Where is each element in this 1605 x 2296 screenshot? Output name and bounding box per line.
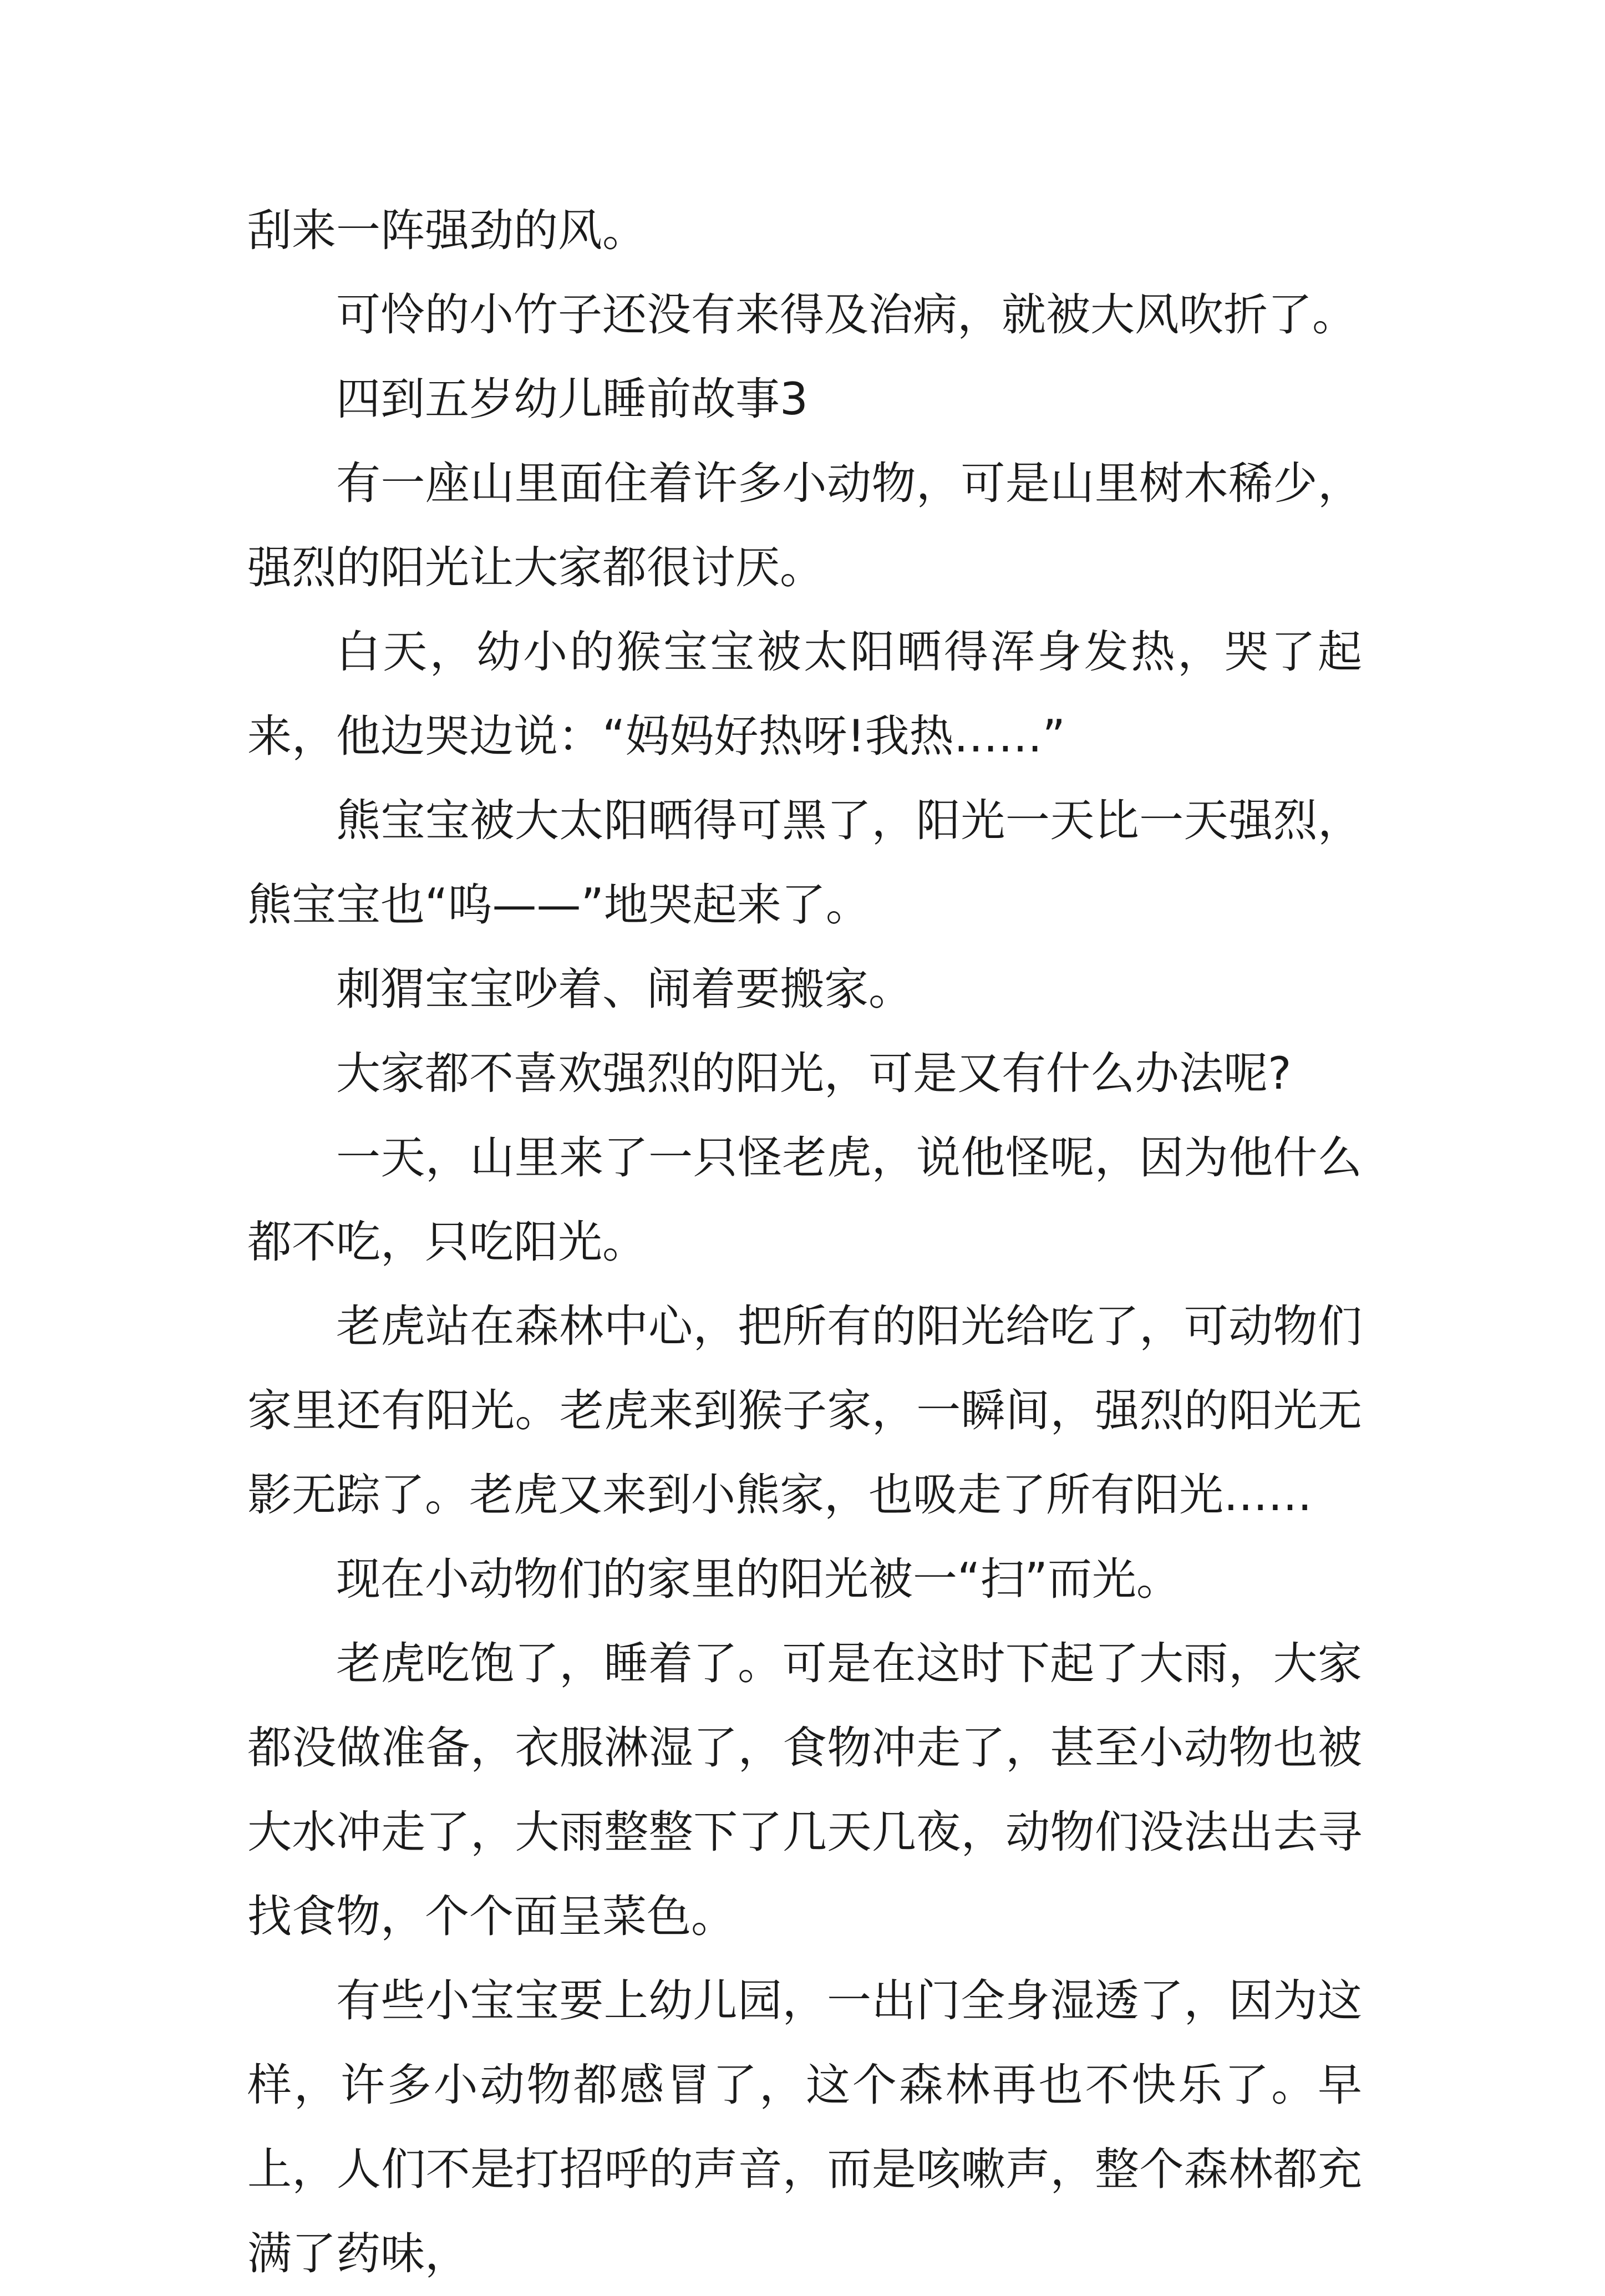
paragraph-13: 有些小宝宝要上幼儿园，一出门全身湿透了，因为这样，许多小动物都感冒了，这个森林再也不快乐了。早上，人们不是打招呼的声音，而是咳嗽声，整个森林都充满了药味， <box>247 1975 1362 2279</box>
paragraph-9: 一天，山里来了一只怪老虎，说他怪呢，因为他什么都不吃，只吃阳光。 <box>247 1132 1362 1268</box>
paragraph-11: 现在小动物们的家里的阳光被一“扫”而光。 <box>336 1553 1181 1605</box>
paragraph-5: 白天，幼小的猴宝宝被太阳晒得浑身发热，哭了起来，他边哭边说：“妈妈好热呀!我热……” <box>247 626 1362 762</box>
paragraph-4: 有一座山里面住着许多小动物，可是山里树木稀少，强烈的阳光让大家都很讨厌。 <box>247 458 1362 593</box>
paragraph-7: 刺猬宝宝吵着、闹着要搬家。 <box>336 963 913 1015</box>
paragraph-10: 老虎站在森林中心，把所有的阳光给吃了，可动物们家里还有阳光。老虎来到猴子家，一瞬间，强烈的阳光无影无踪了。老虎又来到小熊家，也吸走了所有阳光…… <box>247 1301 1362 1521</box>
story-heading: 四到五岁幼儿睡前故事3 <box>336 373 808 425</box>
paragraph-8: 大家都不喜欢强烈的阳光，可是又有什么办法呢? <box>336 1048 1292 1099</box>
paragraph-2: 可怜的小竹子还没有来得及治病，就被大风吹折了。 <box>336 289 1357 341</box>
paragraph-6: 熊宝宝被大太阳晒得可黑了，阳光一天比一天强烈，熊宝宝也“呜——”地哭起来了。 <box>247 795 1362 931</box>
paragraph-1: 刮来一阵强劲的风。 <box>247 205 647 256</box>
story-text-body <box>247 189 1362 2296</box>
paragraph-12: 老虎吃饱了，睡着了。可是在这时下起了大雨，大家都没做准备，衣服淋湿了，食物冲走了，甚至小动物也被大水冲走了，大雨整整下了几天几夜，动物们没法出去寻找食物，个个面呈菜色。 <box>247 1638 1362 1942</box>
